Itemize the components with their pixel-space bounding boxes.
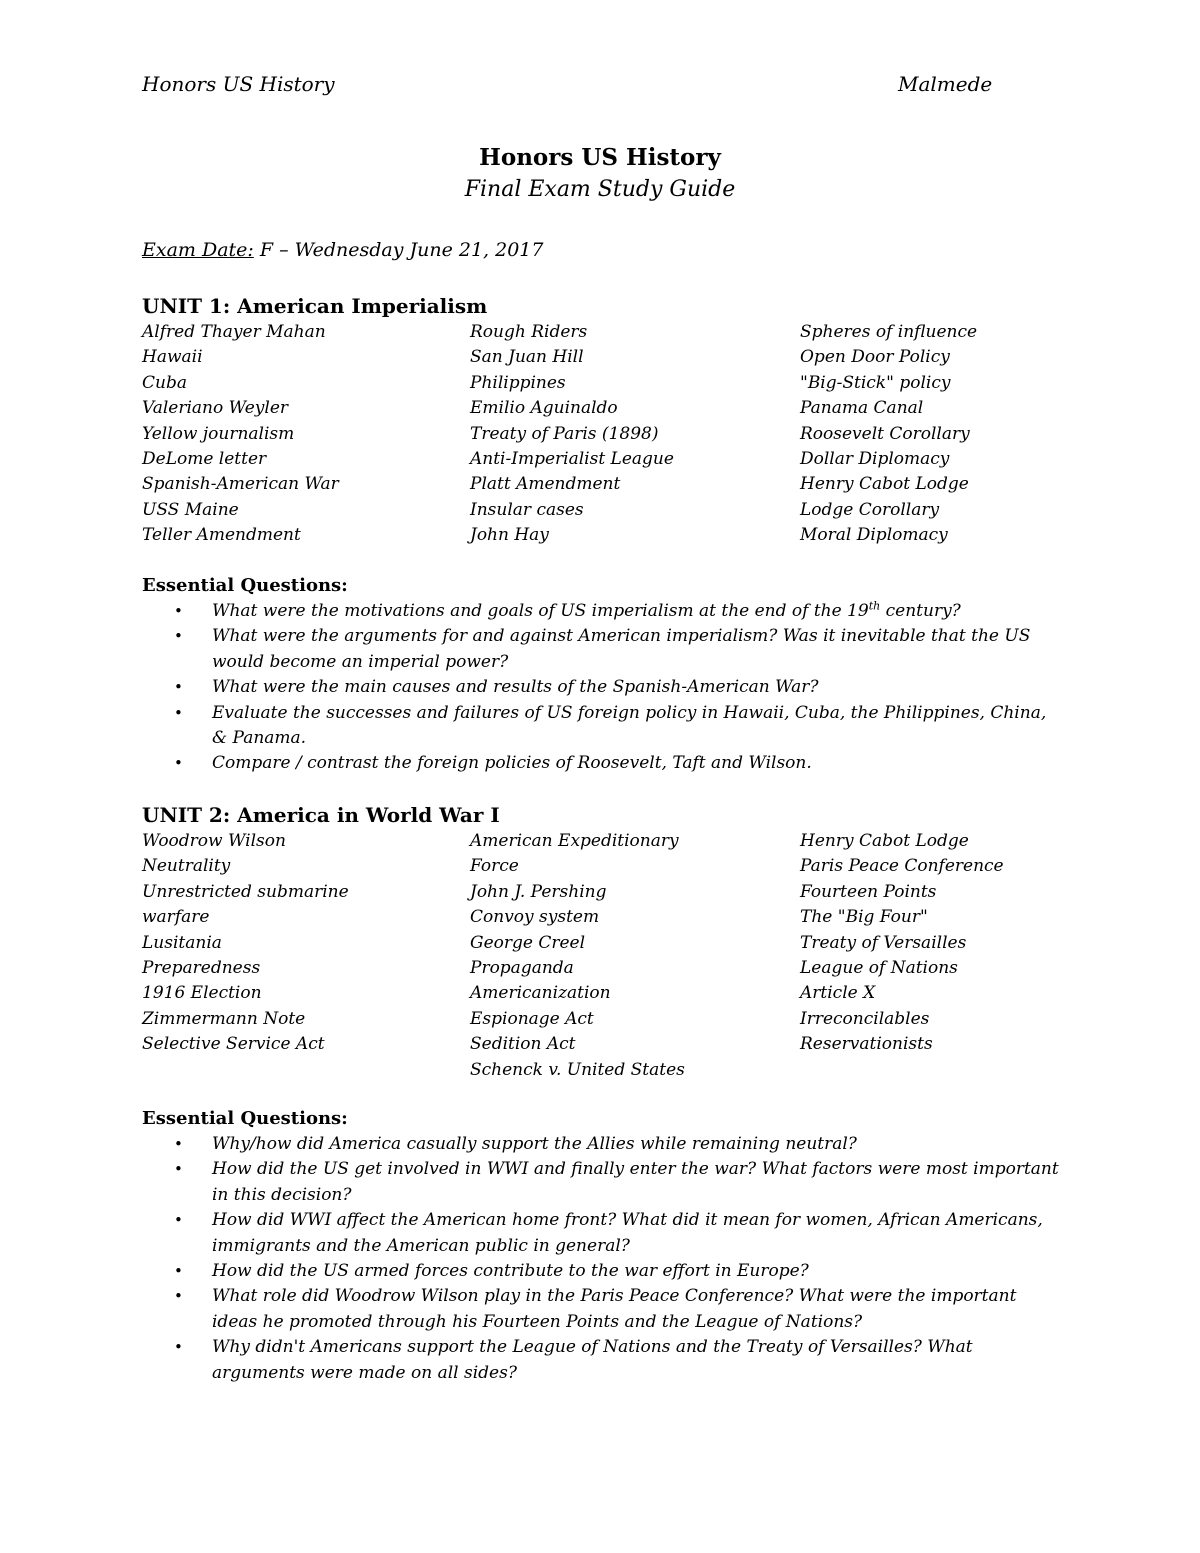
term-item: Roosevelt Corollary	[800, 423, 970, 444]
term-item: Espionage Act	[470, 1008, 594, 1029]
term-item: Dollar Diplomacy	[800, 449, 950, 470]
essential-question	[142, 624, 1062, 675]
exam-date-line	[142, 239, 543, 261]
essential-question	[142, 1284, 1062, 1335]
term-item: DeLome letter	[142, 449, 267, 470]
term-item: Hawaii	[142, 347, 203, 368]
question-text: What were the main causes and results of the Spanish-American War?	[212, 677, 819, 698]
term-item: Anti-Imperialist League	[470, 449, 674, 470]
unit2-terms-col2	[470, 829, 685, 1083]
question-text: Why didn't Americans support the League of Nations and the Treaty of Versailles? What arguments were made on all sides?	[212, 1337, 973, 1383]
bullet-icon: •	[174, 1160, 183, 1179]
term-item: Preparedness	[142, 958, 261, 979]
term-item: warfare	[142, 907, 210, 928]
term-item: Treaty of Paris (1898)	[470, 423, 659, 444]
essential-question	[142, 1335, 1062, 1386]
term-item: Valeriano Weyler	[142, 398, 289, 419]
title-block	[0, 142, 1200, 206]
running-header-author: Malmede	[898, 72, 993, 96]
term-item: Treaty of Versailles	[800, 932, 967, 953]
term-item: Sedition Act	[470, 1034, 576, 1055]
running-header-course: Honors US History	[142, 72, 335, 96]
question-text: How did WWI affect the American home front? What did it mean for women, African Americans, immigrants and the American public in general?	[212, 1210, 1043, 1256]
question-text: What role did Woodrow Wilson play in the Paris Peace Conference? What were the important ideas he promoted through his Fourteen Points and the League of Nations?	[212, 1286, 1017, 1332]
question-text: How did the US get involved in WWI and finally enter the war? What factors were most important in this decision?	[212, 1159, 1059, 1205]
term-item: Convoy system	[470, 907, 600, 928]
term-item: Alfred Thayer Mahan	[142, 322, 326, 342]
essential-question	[142, 1208, 1062, 1259]
term-item: Yellow journalism	[142, 423, 295, 444]
term-item: League of Nations	[800, 958, 958, 979]
term-item: Henry Cabot Lodge	[800, 474, 969, 495]
bullet-icon: •	[174, 754, 183, 773]
question-text: Evaluate the successes and failures of US foreign policy in Hawaii, Cuba, the Philippines, China, & Panama.	[212, 702, 1047, 749]
term-item: The "Big Four"	[800, 907, 928, 928]
term-item: Selective Service Act	[142, 1034, 325, 1055]
unit2-heading: UNIT 2: America in World War I	[142, 803, 500, 827]
term-item: Paris Peace Conference	[800, 856, 1004, 877]
exam-date-label: Exam Date:	[142, 239, 254, 261]
document-title: Honors US History	[479, 144, 721, 171]
term-item: American Expeditionary	[470, 831, 679, 851]
essential-question	[142, 751, 1062, 776]
term-item: Platt Amendment	[470, 474, 621, 495]
term-item: Spheres of influence	[800, 322, 978, 342]
question-text: What were the arguments for and against American imperialism? Was it inevitable that the US would become an imperial power?	[212, 626, 1031, 672]
term-item: Open Door Policy	[800, 347, 950, 368]
document-subtitle: Final Exam Study Guide	[464, 177, 736, 202]
essential-question	[142, 1157, 1062, 1208]
bullet-icon: •	[174, 703, 183, 722]
bullet-icon: •	[174, 1338, 183, 1357]
term-item: Propaganda	[470, 958, 574, 979]
ordinal-superscript: th	[868, 599, 881, 613]
exam-date-value: F – Wednesday June 21, 2017	[253, 239, 544, 261]
bullet-icon: •	[174, 1211, 183, 1230]
unit1-heading: UNIT 1: American Imperialism	[142, 294, 488, 318]
essential-question	[142, 1132, 1062, 1157]
unit1-essential-questions-heading: Essential Questions:	[142, 575, 348, 596]
term-item: "Big-Stick" policy	[800, 372, 951, 393]
term-item: Emilio Aguinaldo	[470, 398, 618, 419]
term-item: Henry Cabot Lodge	[800, 831, 969, 851]
question-text: What were the motivations and goals of US imperialism at the end of the 19	[212, 601, 869, 621]
term-item: Panama Canal	[800, 398, 924, 419]
bullet-icon: •	[174, 678, 183, 697]
unit1-essential-questions	[142, 599, 1062, 777]
essential-question	[142, 599, 1062, 624]
term-item: 1916 Election	[142, 983, 262, 1004]
term-item: George Creel	[470, 932, 586, 953]
term-item: Neutrality	[142, 856, 231, 877]
term-item: Cuba	[142, 372, 187, 393]
bullet-icon: •	[174, 1135, 183, 1153]
term-item: USS Maine	[142, 499, 239, 520]
essential-question	[142, 1259, 1062, 1284]
bullet-icon: •	[174, 1262, 183, 1281]
term-item: Philippines	[470, 372, 566, 393]
term-item: John Hay	[470, 525, 549, 546]
term-item: Lusitania	[142, 932, 222, 953]
unit2-terms-col1	[142, 829, 349, 1058]
term-item: Lodge Corollary	[800, 499, 940, 520]
essential-question	[142, 675, 1062, 700]
term-item: Schenck v. United States	[470, 1059, 685, 1080]
term-item: San Juan Hill	[470, 347, 584, 368]
bullet-icon: •	[174, 602, 183, 620]
term-item: Spanish-American War	[142, 474, 339, 495]
term-item: Insular cases	[470, 499, 584, 520]
bullet-icon: •	[174, 1287, 183, 1306]
bullet-icon: •	[174, 627, 183, 646]
term-item: Rough Riders	[470, 322, 588, 342]
unit1-terms-col2	[470, 320, 674, 549]
unit1-terms-col1	[142, 320, 339, 549]
question-text: Why/how did America casually support the Allies while remaining neutral?	[212, 1134, 857, 1154]
term-item: Article X	[800, 983, 876, 1004]
question-text: How did the US armed forces contribute to the war effort in Europe?	[212, 1261, 809, 1282]
unit2-essential-questions	[142, 1132, 1062, 1386]
question-text-end: century?	[880, 601, 961, 621]
unit1-terms-col3	[800, 320, 977, 549]
unit2-terms-col3	[800, 829, 1004, 1058]
question-text: Compare / contrast the foreign policies of Roosevelt, Taft and Wilson.	[212, 753, 812, 774]
term-item: Moral Diplomacy	[800, 525, 948, 546]
term-item: Woodrow Wilson	[142, 831, 286, 851]
term-item: Force	[470, 856, 519, 877]
term-item: Zimmermann Note	[142, 1008, 306, 1029]
term-item: Irreconcilables	[800, 1008, 930, 1029]
term-item: Reservationists	[800, 1034, 933, 1055]
term-item: John J. Pershing	[470, 881, 607, 902]
term-item: Fourteen Points	[800, 881, 937, 902]
term-item: Teller Amendment	[142, 525, 301, 546]
essential-question	[142, 701, 1062, 752]
term-item: Unrestricted submarine	[142, 881, 349, 902]
term-item: Americanization	[470, 983, 611, 1004]
unit2-essential-questions-heading: Essential Questions:	[142, 1108, 348, 1129]
